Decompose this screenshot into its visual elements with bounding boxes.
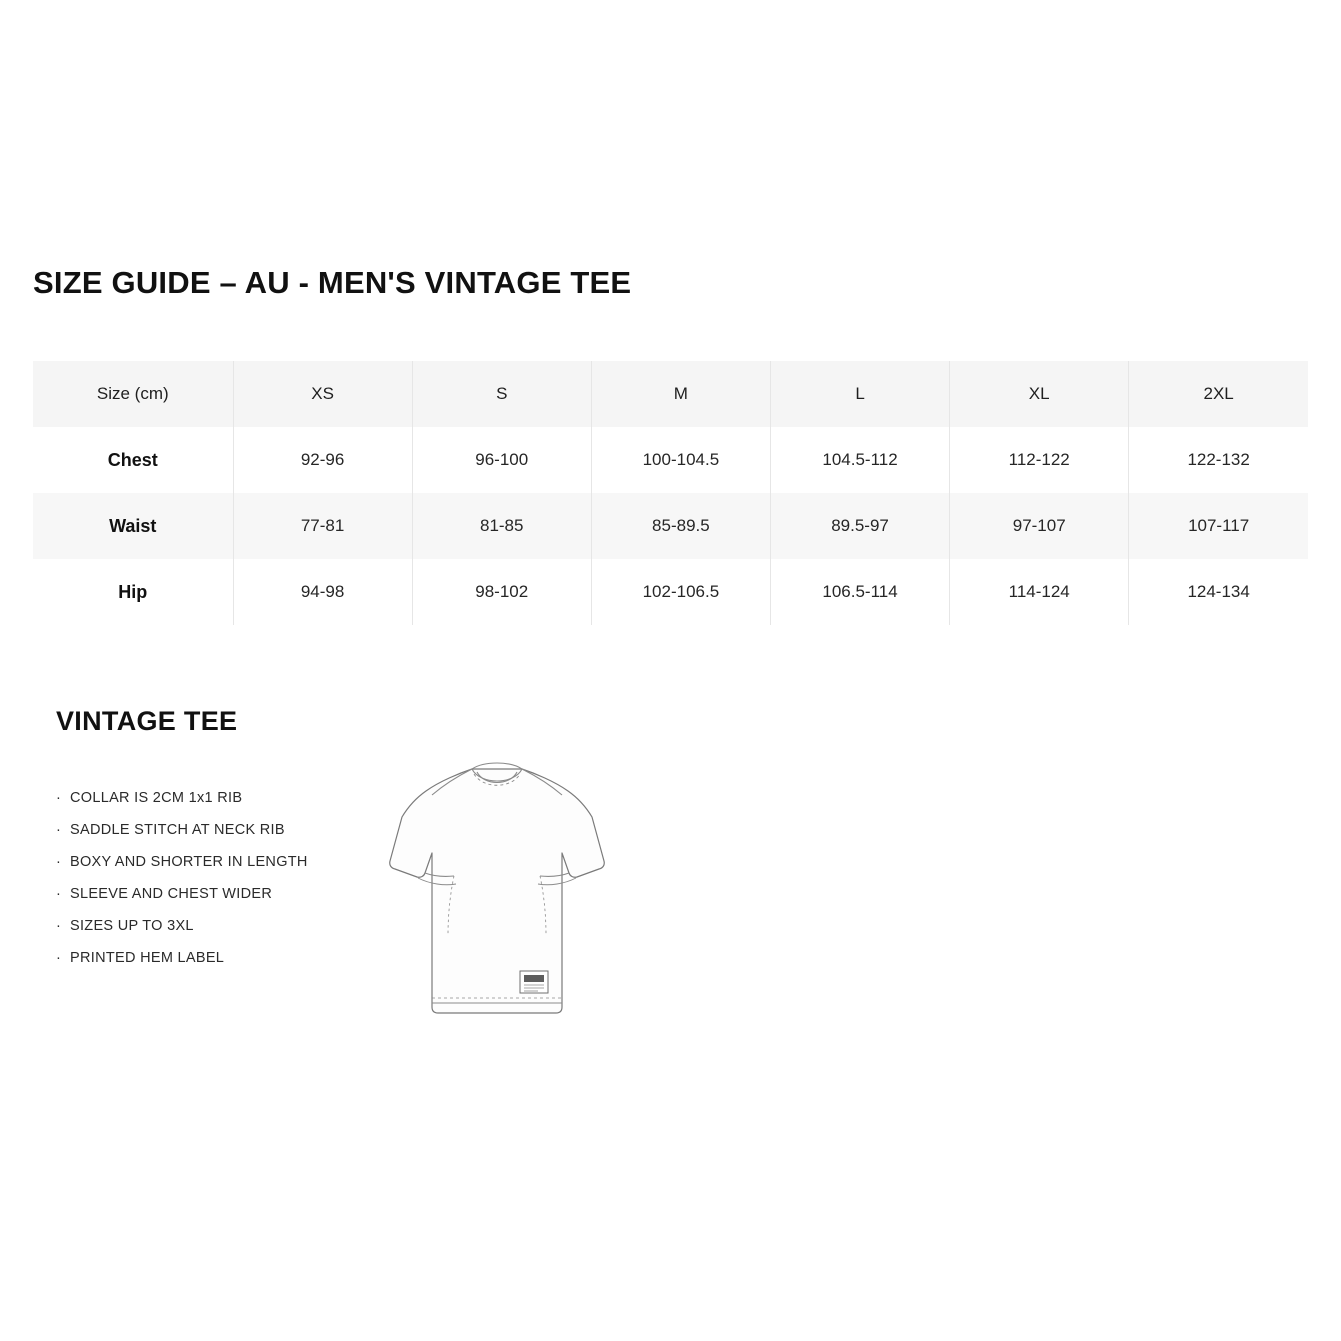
cell-hip-xl: 114-124 bbox=[950, 559, 1129, 625]
list-item bbox=[56, 878, 406, 910]
list-item-label: BOXY AND SHORTER IN LENGTH bbox=[70, 854, 308, 870]
column-header-xl: XL bbox=[950, 361, 1129, 427]
list-item bbox=[56, 814, 406, 846]
cell-chest-2xl: 122-132 bbox=[1187, 450, 1250, 469]
bullet-marker-icon: · bbox=[56, 854, 62, 870]
column-header-xs: XS bbox=[233, 361, 412, 427]
list-item-label: PRINTED HEM LABEL bbox=[70, 950, 225, 966]
column-header-l: L bbox=[770, 361, 949, 427]
list-item bbox=[56, 846, 406, 878]
list-item-label: SADDLE STITCH AT NECK RIB bbox=[70, 822, 285, 838]
t-shirt-technical-drawing-icon bbox=[360, 745, 660, 1045]
cell-chest-s: 96-100 bbox=[412, 427, 591, 493]
row-label-hip: Hip bbox=[33, 559, 233, 625]
cell-waist-l: 89.5-97 bbox=[770, 493, 949, 559]
cell-chest-xl: 112-122 bbox=[950, 427, 1129, 493]
bullet-marker-icon: · bbox=[56, 790, 62, 806]
list-item-label: COLLAR IS 2CM 1x1 RIB bbox=[70, 790, 243, 806]
cell-chest-m: 100-104.5 bbox=[591, 427, 770, 493]
table-header-row bbox=[33, 361, 1308, 427]
bullet-marker-icon: · bbox=[56, 822, 62, 838]
cell-hip-s: 98-102 bbox=[412, 559, 591, 625]
column-header-2xl: 2XL bbox=[1129, 361, 1308, 427]
bullet-marker-icon: · bbox=[56, 886, 62, 902]
bullet-marker-icon: · bbox=[56, 918, 62, 934]
cell-waist-xs: 77-81 bbox=[233, 493, 412, 559]
cell-hip-m: 102-106.5 bbox=[591, 559, 770, 625]
cell-hip-xs: 94-98 bbox=[233, 559, 412, 625]
cell-hip-l: 106.5-114 bbox=[770, 559, 949, 625]
tee-illustration bbox=[360, 745, 660, 1045]
column-header-s: S bbox=[412, 361, 591, 427]
cell-waist-s: 81-85 bbox=[412, 493, 591, 559]
list-item-label: SIZES UP TO 3XL bbox=[70, 918, 194, 934]
list-item bbox=[56, 782, 406, 814]
hem-label-icon bbox=[520, 971, 548, 993]
cell-waist-m: 85-89.5 bbox=[591, 493, 770, 559]
column-header-m: M bbox=[591, 361, 770, 427]
cell-waist-xl: 97-107 bbox=[950, 493, 1129, 559]
cell-chest-xs: 92-96 bbox=[233, 427, 412, 493]
column-header-size: Size (cm) bbox=[33, 361, 233, 427]
table-row bbox=[33, 559, 1308, 625]
table-row bbox=[33, 493, 1308, 559]
cell-hip-2xl: 124-134 bbox=[1187, 582, 1250, 601]
bullet-marker-icon: · bbox=[56, 950, 62, 966]
list-item bbox=[56, 942, 406, 974]
row-label-chest: Chest bbox=[33, 427, 233, 493]
product-heading: VINTAGE TEE bbox=[56, 706, 238, 736]
size-measurements-table bbox=[33, 361, 1308, 625]
list-item bbox=[56, 910, 406, 942]
cell-chest-l: 104.5-112 bbox=[770, 427, 949, 493]
product-feature-list bbox=[56, 782, 406, 974]
row-label-waist: Waist bbox=[33, 493, 233, 559]
cell-waist-2xl: 107-117 bbox=[1188, 516, 1250, 535]
list-item-label: SLEEVE AND CHEST WIDER bbox=[70, 886, 273, 902]
table-row bbox=[33, 427, 1308, 493]
page-title: SIZE GUIDE – AU - MEN'S VINTAGE TEE bbox=[33, 265, 632, 300]
